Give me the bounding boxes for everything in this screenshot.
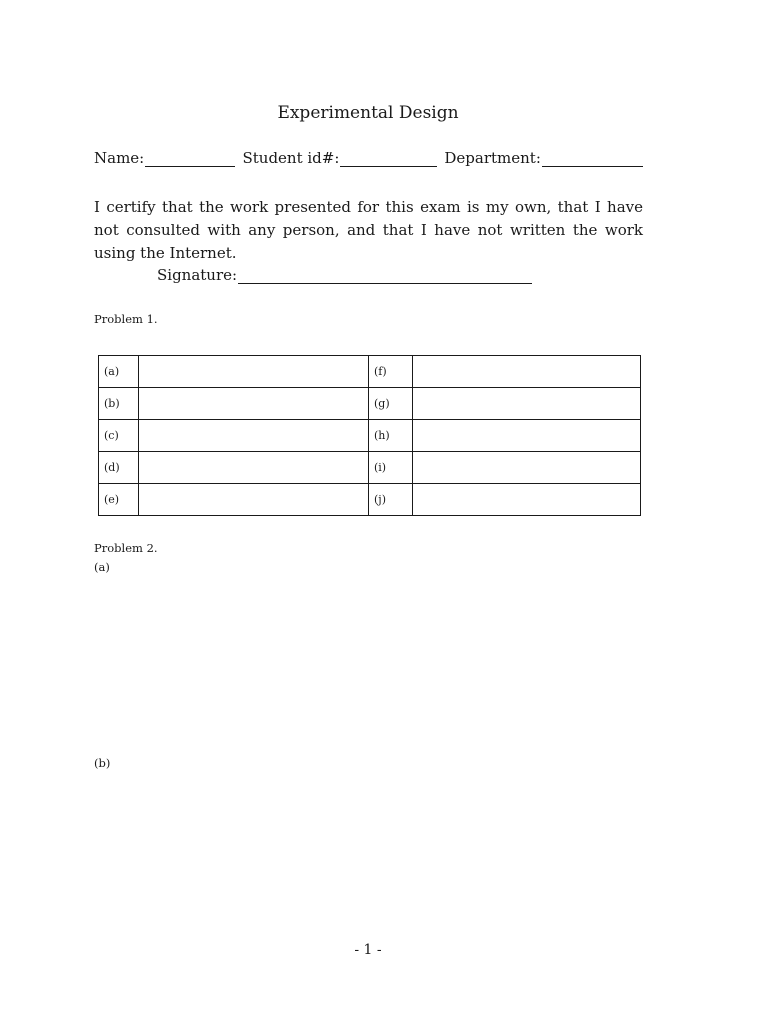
answer-cell[interactable] — [139, 484, 369, 516]
problem-2-part-b-label: (b) — [94, 756, 111, 770]
answer-cell[interactable] — [139, 420, 369, 452]
answer-row — [99, 452, 641, 484]
answer-label: (e) — [99, 484, 139, 516]
problem-2-heading: Problem 2. — [94, 541, 158, 555]
department-blank[interactable] — [542, 150, 643, 167]
answer-cell[interactable] — [413, 452, 641, 484]
answer-cell[interactable] — [139, 356, 369, 388]
answer-label: (i) — [369, 452, 413, 484]
answer-cell[interactable] — [413, 388, 641, 420]
answer-label: (a) — [99, 356, 139, 388]
student-id-blank[interactable] — [340, 150, 436, 167]
problem-2-part-a-label: (a) — [94, 560, 110, 574]
answer-label: (h) — [369, 420, 413, 452]
answer-label: (f) — [369, 356, 413, 388]
answer-cell[interactable] — [413, 420, 641, 452]
problem-1-answer-table — [98, 355, 641, 516]
signature-label: Signature: — [157, 266, 238, 284]
answer-label: (d) — [99, 452, 139, 484]
signature-blank[interactable] — [238, 267, 532, 284]
name-blank[interactable] — [145, 150, 235, 167]
answer-cell[interactable] — [139, 452, 369, 484]
student-id-label: Student id#: — [242, 149, 340, 167]
answer-cell[interactable] — [413, 356, 641, 388]
problem-1-heading: Problem 1. — [94, 312, 158, 326]
page-title: Experimental Design — [277, 103, 459, 123]
answer-label: (g) — [369, 388, 413, 420]
answer-cell[interactable] — [413, 484, 641, 516]
answer-row — [99, 484, 641, 516]
answer-row — [99, 356, 641, 388]
answer-label: (b) — [99, 388, 139, 420]
student-info-row — [94, 149, 643, 167]
answer-label: (c) — [99, 420, 139, 452]
answer-row — [99, 420, 641, 452]
answer-cell[interactable] — [139, 388, 369, 420]
signature-row — [157, 266, 532, 284]
answer-label: (j) — [369, 484, 413, 516]
department-label: Department: — [444, 149, 541, 167]
certification-statement: I certify that the work presented for this exam is my own, that I have not consulted with any person, and that I have not written the work using the Internet. — [94, 198, 643, 262]
answer-row — [99, 388, 641, 420]
page-number: - 1 - — [354, 942, 382, 958]
name-label: Name: — [94, 149, 145, 167]
